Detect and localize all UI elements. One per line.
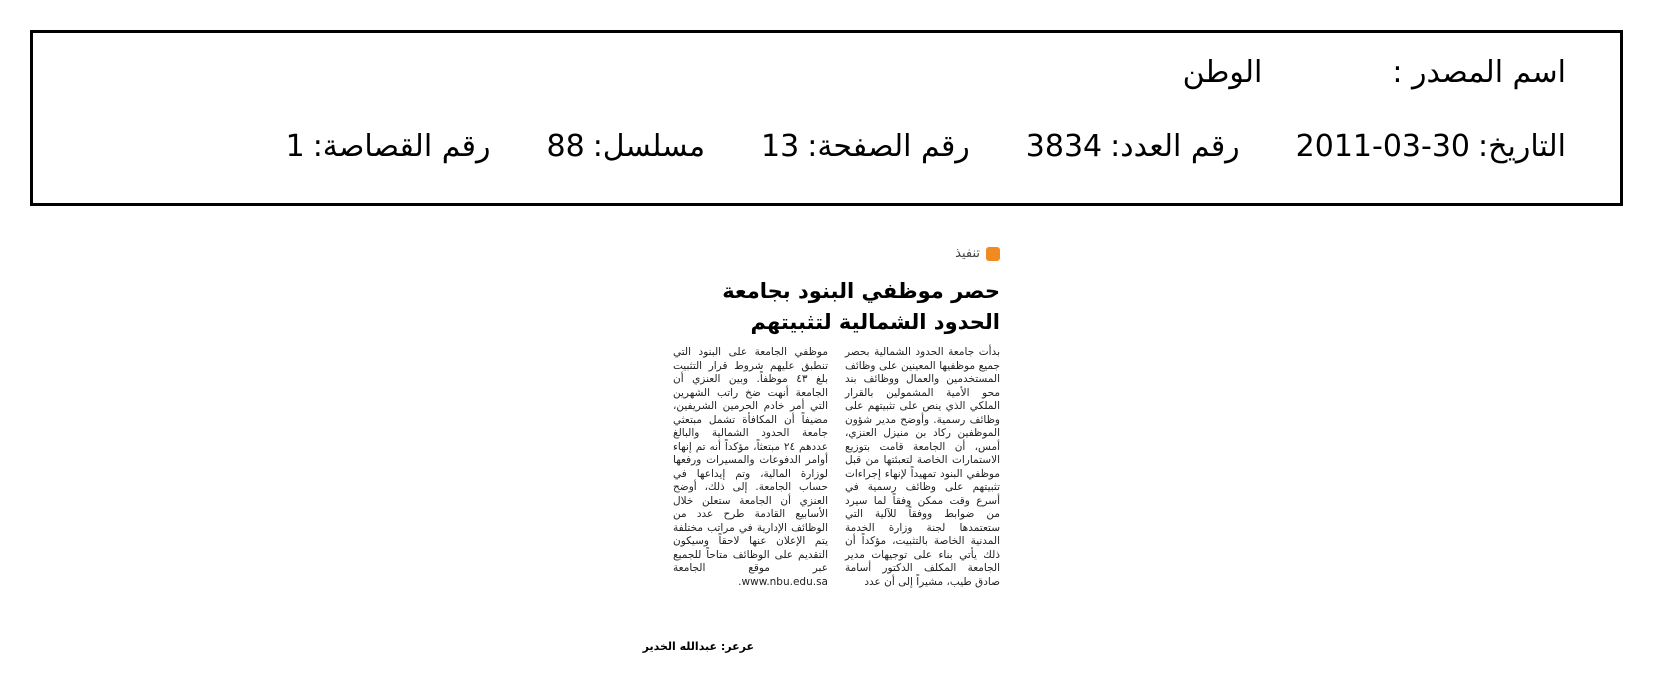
article-column-left [673,346,828,589]
section-label: تنفيذ [955,246,980,261]
clipping-metadata-box [30,30,1623,206]
issue-value: 3834 [1025,129,1103,164]
section-marker-icon [986,247,1000,261]
details-row [286,129,1566,164]
clip-value: 1 [285,129,305,164]
page-value: 13 [761,129,800,164]
section-tag [955,246,1000,261]
source-label: اسم المصدر : [1392,55,1566,90]
source-row [1183,55,1566,90]
issue-label: رقم العدد: [1110,129,1240,164]
source-value: الوطن [1182,55,1263,90]
date-label: التاريخ: [1478,129,1566,164]
article-body-right: بدأت جامعة الحدود الشمالية بحصر جميع موظفيها المعينين على وظائف المستخدمين والعمال ووظائف بند محو الأمية المشمولين بالقرار الملكي الذي ينص على تثبيتهم على وظائف رسمية. وأوضح مدير شؤون الموظفين ركاد بن منيزل العنزي، أمس، أن الجامعة قامت بتوزيع الاستمارات الخاصة لتعبئتها من قبل موظفي البنود تمهيداً لإنهاء إجراءات تثبيتهم على وظائف رسمية في أسرع وقت ممكن وفقاً لما سيرد من ضوابط ووفقاً للآلية التي ستعتمدها لجنة وزارة الخدمة المدنية الخاصة بالتثبيت، مؤكداً أن ذلك يأتي بناء على توجيهات مدير الجامعة المكلف الدكتور أسامة صادق طيب، مشيراً إلى أن عدد [845,346,1000,588]
serial-value: 88 [546,129,585,164]
article-body-left: موظفي الجامعة على البنود التي تنطبق عليهم شروط قرار التثبيت بلغ ٤٣ موظفاً. وبين العنزي أن الجامعة أنهت ضخ راتب الشهرين التي أمر خادم الحرمين الشريفين، مضيفاً أن المكافأة تشمل مبتعثي جامعة الحدود الشمالية والبالغ عددهم ٢٤ مبتعثاً، مؤكداً أنه تم إنهاء أوامر الدفوعات والمسيرات ورفعها لوزارة المالية، وتم إيداعها في حساب الجامعة. إلى ذلك، أوضح العنزي أن الجامعة ستعلن خلال الأسابيع القادمة طرح عدد من الوظائف الإدارية في مراتب مختلفة يتم الإعلان عنها لاحقاً وسيكون التقديم على الوظائف متاحاً للجميع عبر موقع الجامعة www.nbu.edu.sa. [673,346,828,588]
article-column-right [845,346,1000,589]
page-label: رقم الصفحة: [807,129,970,164]
serial-label: مسلسل: [592,129,706,164]
clip-label: رقم القصاصة: [312,129,491,164]
newspaper-clipping [640,236,1010,656]
date-value: 2011-03-30 [1295,129,1471,164]
article-headline: حصر موظفي البنود بجامعة الحدود الشمالية لتثبيتهم [722,279,1000,334]
article-byline: عرعر: عبدالله الخدير [642,640,754,653]
